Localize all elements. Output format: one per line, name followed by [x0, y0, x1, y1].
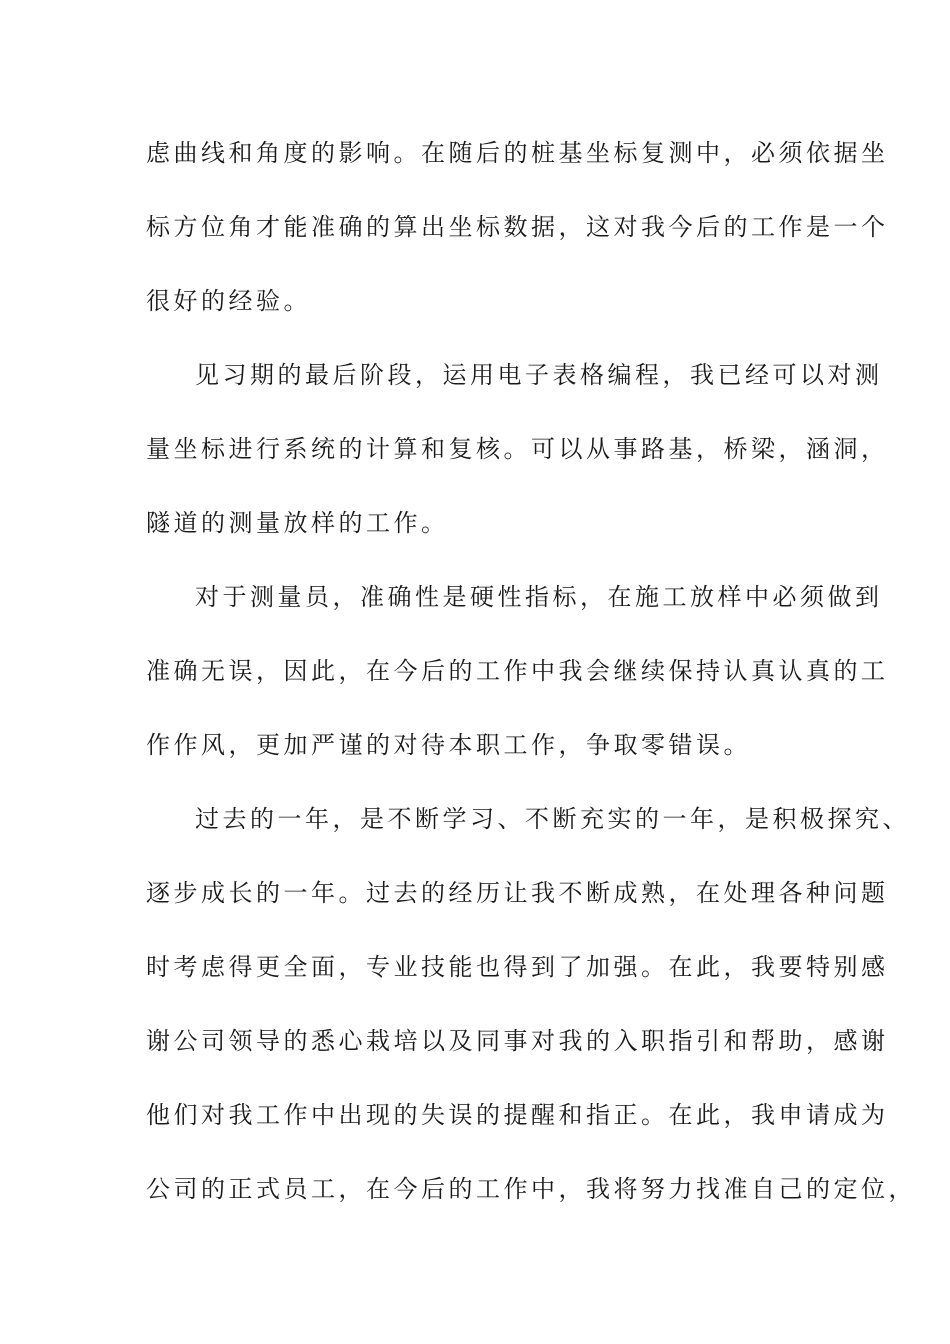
text-line: 对于测量员，准确性是硬性指标，在施工放样中必须做到	[195, 583, 883, 611]
text-line: 量坐标进行系统的计算和复核。可以从事路基，桥梁，涵洞，	[146, 435, 889, 463]
text-line: 准确无误，因此，在今后的工作中我会继续保持认真认真的工	[146, 657, 889, 685]
text-line: 时考虑得更全面，专业技能也得到了加强。在此，我要特别感	[146, 953, 889, 981]
text-line: 隧道的测量放样的工作。	[146, 509, 449, 537]
text-line: 很好的经验。	[146, 287, 311, 315]
text-line: 谢公司领导的悉心栽培以及同事对我的入职指引和帮助，感谢	[146, 1027, 889, 1055]
text-line: 公司的正式员工，在今后的工作中，我将努力找准自己的定位，	[146, 1175, 916, 1203]
text-line: 见习期的最后阶段，运用电子表格编程，我已经可以对测	[195, 361, 883, 389]
text-line: 标方位角才能准确的算出坐标数据，这对我今后的工作是一个	[146, 213, 889, 241]
text-line: 作作风，更加严谨的对待本职工作，争取零错误。	[146, 731, 751, 759]
text-line: 虑曲线和角度的影响。在随后的桩基坐标复测中，必须依据坐	[146, 139, 889, 167]
text-line: 逐步成长的一年。过去的经历让我不断成熟，在处理各种问题	[146, 879, 889, 907]
text-line: 过去的一年，是不断学习、不断充实的一年，是积极探究、	[195, 805, 910, 833]
text-line: 他们对我工作中出现的失误的提醒和指正。在此，我申请成为	[146, 1101, 889, 1129]
